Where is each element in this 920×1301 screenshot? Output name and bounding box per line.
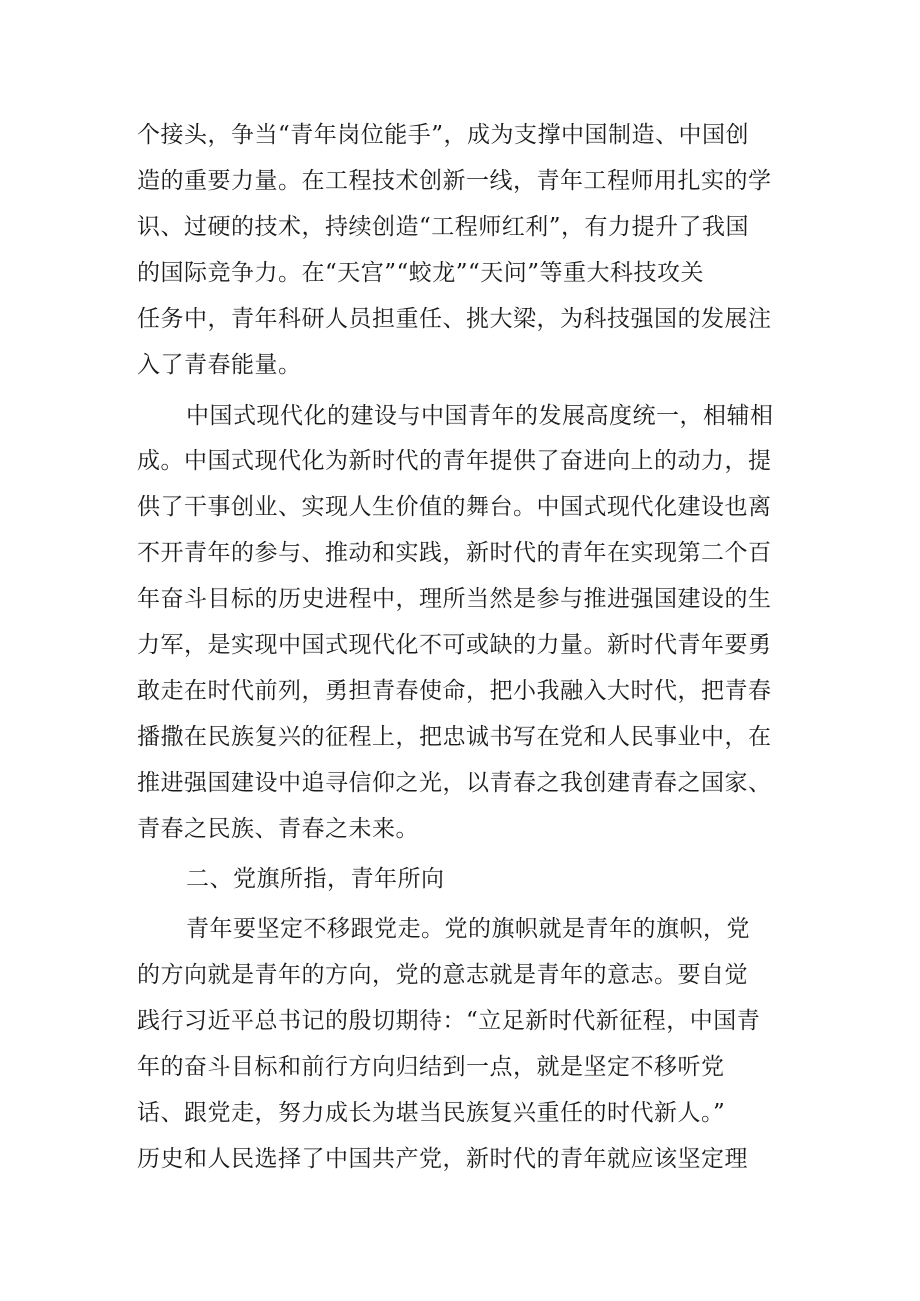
paragraph-2-line-5: 年奋斗目标的历史进程中，理所当然是参与推进强国建设的生 (137, 586, 772, 612)
paragraph-2-line-10: 青春之民族、青春之未来。 (137, 816, 419, 842)
paragraph-3-line-3: 践行习近平总书记的殷切期待：“立足新时代新征程，中国青 (137, 1008, 761, 1034)
paragraph-2-line-3: 供了干事创业、实现人生价值的舞台。中国式现代化建设也离 (137, 494, 772, 520)
paragraph-3-line-4: 年的奋斗目标和前行方向归结到一点，就是坚定不移听党 (137, 1054, 725, 1080)
paragraph-2-line-9: 推进强国建设中追寻信仰之光，以青春之我创建青春之国家、 (137, 770, 772, 796)
text-line-4: 的国际竞争力。在“天宫”“蛟龙”“天问”等重大科技攻关 (137, 260, 705, 286)
section-heading: 二、党旗所指，青年所向 (186, 866, 445, 892)
paragraph-2-line-2: 成。中国式现代化为新时代的青年提供了奋进向上的动力，提 (137, 448, 772, 474)
paragraph-2-line-1: 中国式现代化的建设与中国青年的发展高度统一，相辅相 (186, 403, 774, 429)
paragraph-3-line-6: 历史和人民选择了中国共产党，新时代的青年就应该坚定理 (137, 1146, 748, 1172)
paragraph-2-line-7: 敢走在时代前列，勇担青春使命，把小我融入大时代，把青春 (137, 678, 772, 704)
paragraph-3-line-5: 话、跟党走，努力成长为堪当民族复兴重任的时代新人。” (137, 1100, 726, 1126)
text-line-2: 造的重要力量。在工程技术创新一线，青年工程师用扎实的学 (137, 168, 772, 194)
text-line-5: 任务中，青年科研人员担重任、挑大梁，为科技强国的发展注 (137, 306, 772, 332)
paragraph-2-line-6: 力军，是实现中国式现代化不可或缺的力量。新时代青年要勇 (137, 632, 772, 658)
text-line-6: 入了青春能量。 (137, 352, 302, 378)
text-line-1: 个接头，争当“青年岗位能手”，成为支撑中国制造、中国创 (137, 122, 750, 148)
paragraph-3-line-2: 的方向就是青年的方向，党的意志就是青年的意志。要自觉 (137, 962, 748, 988)
paragraph-3-line-1: 青年要坚定不移跟党走。党的旗帜就是青年的旗帜，党 (186, 916, 750, 942)
paragraph-2-line-8: 播撒在民族复兴的征程上，把忠诚书写在党和人民事业中，在 (137, 724, 772, 750)
paragraph-2-line-4: 不开青年的参与、推动和实践，新时代的青年在实现第二个百 (137, 540, 772, 566)
text-line-3: 识、过硬的技术，持续创造“工程师红利”，有力提升了我国 (137, 214, 750, 240)
